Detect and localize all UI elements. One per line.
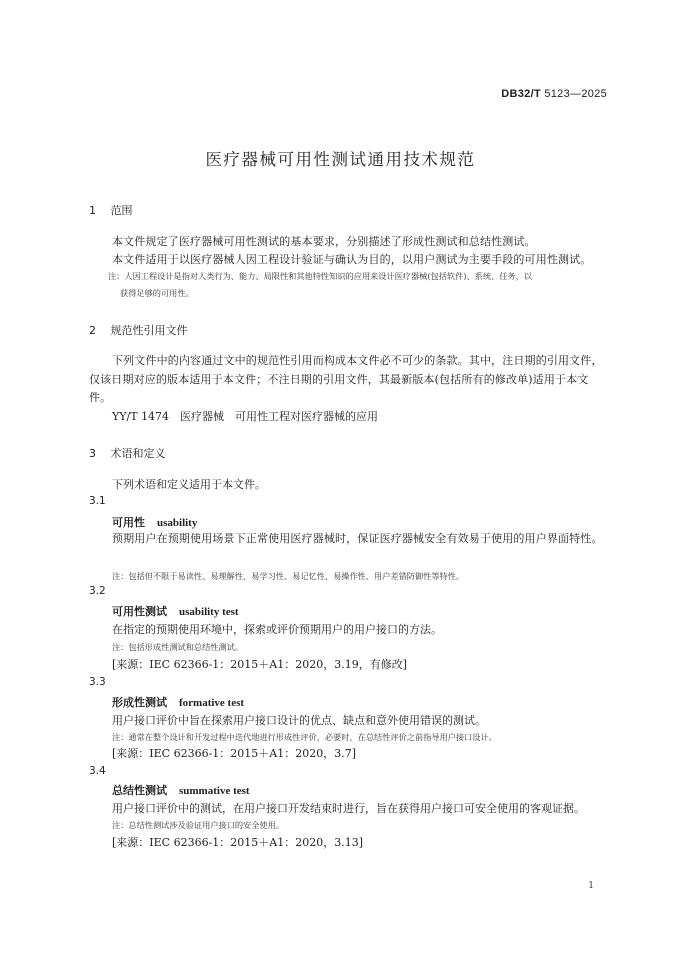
term-en: summative test <box>179 785 250 797</box>
note: 注：包括形成性测试和总结性测试。 <box>112 642 244 652</box>
term-definition: 在指定的预期使用环境中，探索或评价预期用户的用户接口的方法。 <box>112 623 442 636</box>
term-zh: 可用性 <box>112 516 145 529</box>
section-heading-terms <box>89 445 166 461</box>
page-number: 1 <box>588 881 594 891</box>
note-line: 获得足够的可用性。 <box>120 288 194 298</box>
note-line: 注：人因工程设计是指对人类行为、能力、局限性和其他特性知识的应用来设计医疗器械(包括软件)、系统、任务，以 <box>108 271 532 281</box>
note: 注：包括但不限于易读性、易理解性、易学习性、易记忆性、易操作性、用户差错防御性等特性。 <box>112 571 465 581</box>
note <box>108 268 606 302</box>
term-number: 3.3 <box>89 676 106 688</box>
doc-prefix: DB32/T <box>501 88 541 100</box>
paragraph: 本文件适用于以医疗器械人因工程设计验证与确认为目的，以用户测试为主要手段的可用性测试。 <box>112 253 592 266</box>
source-citation: [来源：IEC 62366-1：2015＋A1：2020，3.19，有修改] <box>112 658 408 671</box>
section-number: 1 <box>89 204 96 217</box>
term-definition: 预期用户在预期使用场景下正常使用医疗器械时，保证医疗器械安全有效易于使用的用户界面特性。 <box>112 532 603 545</box>
section-number: 3 <box>89 447 96 460</box>
source-citation: [来源：IEC 62366-1：2015＋A1：2020，3.7] <box>112 747 357 760</box>
note: 注：总结性测试涉及验证用户接口的安全使用。 <box>112 820 284 830</box>
normative-reference: YY/T 1474 医疗器械 可用性工程对医疗器械的应用 <box>112 410 379 423</box>
paragraph: 下列文件中的内容通过文中的规范性引用而构成本文件必不可少的条款。其中，注日期的引用文件，仅该日期对应的版本适用于本文件；不注日期的引用文件，其最新版本(包括所有的修改单)适用于本文件。 <box>89 354 603 404</box>
term-zh: 形成性测试 <box>112 696 167 709</box>
section-heading-scope <box>89 202 133 218</box>
section-title: 规范性引用文件 <box>110 324 188 337</box>
term-entry <box>112 782 250 798</box>
document-number <box>501 88 607 100</box>
section-heading-normative-references <box>89 322 188 338</box>
section-title: 术语和定义 <box>110 447 166 460</box>
paragraph: 本文件规定了医疗器械可用性测试的基本要求，分别描述了形成性测试和总结性测试。 <box>112 235 536 248</box>
term-en: formative test <box>179 697 245 709</box>
term-entry <box>112 514 197 530</box>
source-citation: [来源：IEC 62366-1：2015＋A1：2020，3.13] <box>112 836 364 849</box>
term-number: 3.2 <box>89 585 106 597</box>
term-en: usability test <box>179 606 239 618</box>
section-number: 2 <box>89 324 96 337</box>
note: 注：通常在整个设计和开发过程中迭代地进行形成性评价，必要时，在总结性评价之前指导用户接口设计。 <box>112 732 497 742</box>
term-zh: 可用性测试 <box>112 605 167 618</box>
term-entry <box>112 694 244 710</box>
section-title: 范围 <box>110 204 133 217</box>
term-definition: 用户接口评价中的测试，在用户接口开发结束时进行，旨在获得用户接口可安全使用的客观证据。 <box>112 802 585 815</box>
term-entry <box>112 603 239 619</box>
term-number: 3.4 <box>89 765 106 777</box>
term-zh: 总结性测试 <box>112 784 167 797</box>
term-en: usability <box>157 517 198 529</box>
doc-number: 5123—2025 <box>544 88 607 100</box>
page-title: 医疗器械可用性测试通用技术规范 <box>205 150 476 169</box>
term-definition: 用户接口评价中旨在探索用户接口设计的优点、缺点和意外使用错误的测试。 <box>112 714 486 727</box>
term-number: 3.1 <box>89 495 106 507</box>
paragraph: 下列术语和定义适用于本文件。 <box>112 478 266 491</box>
